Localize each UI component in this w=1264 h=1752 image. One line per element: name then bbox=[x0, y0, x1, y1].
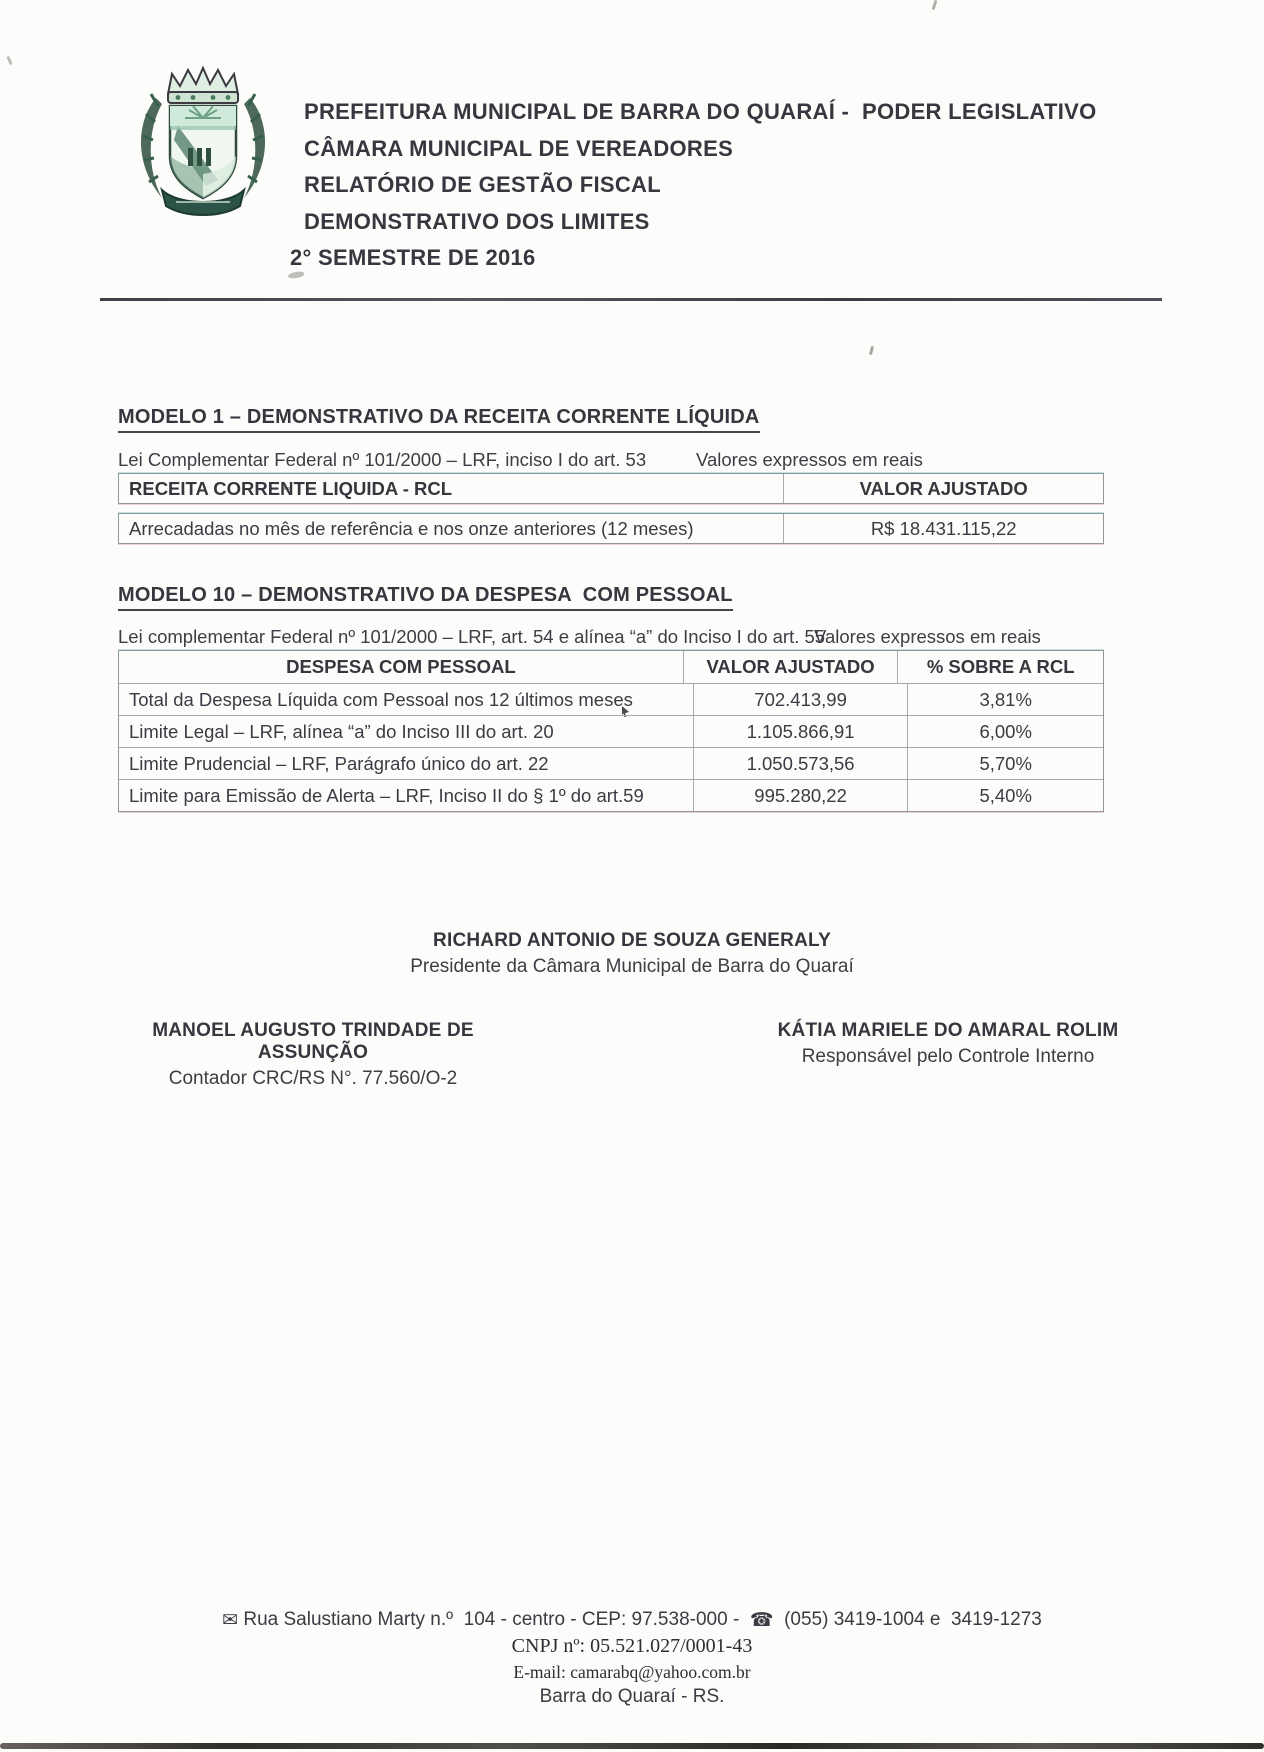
footer-address: Rua Salustiano Marty n.º 104 - centro - CEP: 97.538-000 - bbox=[243, 1609, 745, 1630]
president-name: RICHARD ANTONIO DE SOUZA GENERALY bbox=[433, 930, 831, 951]
municipal-coat-of-arms-logo bbox=[118, 60, 288, 232]
section-modelo-1 bbox=[118, 406, 1104, 544]
scan-edge-artifact bbox=[0, 1743, 1264, 1749]
modelo1-title: MODELO 1 – DEMONSTRATIVO DA RECEITA CORRENTE LÍQUIDA bbox=[118, 406, 760, 433]
rcl-table-header-row bbox=[118, 473, 1104, 504]
accountant-role: Contador CRC/RS N°. 77.560/O-2 bbox=[168, 1068, 458, 1089]
modelo1-caption-row bbox=[118, 449, 1104, 473]
modelo10-values-note: Valores expressos em reais bbox=[814, 626, 1041, 647]
document-footer bbox=[0, 1608, 1264, 1708]
row-value-cell: 702.413,99 bbox=[694, 684, 909, 715]
row-pct-cell: 5,40% bbox=[979, 784, 1032, 806]
table-row bbox=[119, 780, 1103, 811]
controller-name: KÁTIA MARIELE DO AMARAL ROLIM bbox=[777, 1020, 1119, 1041]
row-label-cell: Limite para Emissão de Alerta – LRF, Inciso II do § 1º do art.59 bbox=[119, 780, 694, 811]
modelo1-law-reference: Lei Complementar Federal nº 101/2000 – LRF, inciso I do art. 53 bbox=[118, 449, 647, 470]
row-value-cell: 1.105.866,91 bbox=[694, 716, 909, 747]
pct-rcl-header-cell: % SOBRE A RCL bbox=[926, 656, 1075, 677]
table-row bbox=[119, 748, 1103, 780]
scan-artifact bbox=[869, 346, 874, 355]
accountant-name: MANOEL AUGUSTO TRINDADE DE ASSUNÇÃO bbox=[152, 1020, 474, 1063]
footer-phones: (055) 3419-1004 e 3419-1273 bbox=[778, 1609, 1042, 1630]
modelo1-values-note: Valores expressos em reais bbox=[696, 449, 923, 470]
report-subtitle: DEMONSTRATIVO DOS LIMITES bbox=[304, 208, 650, 234]
valor-ajustado-header-cell: VALOR AJUSTADO bbox=[859, 477, 1028, 499]
crown-shape bbox=[168, 68, 238, 94]
row-pct-cell: 6,00% bbox=[979, 720, 1032, 742]
table-header-row bbox=[119, 651, 1103, 684]
footer-address-line bbox=[0, 1608, 1264, 1631]
document-header bbox=[118, 60, 1097, 277]
row-label-cell: Limite Legal – LRF, alínea “a” do Inciso III do art. 20 bbox=[119, 716, 694, 747]
row-label-cell: Total da Despesa Líquida com Pessoal nos 12 últimos meses bbox=[119, 684, 694, 715]
modelo10-law-reference: Lei complementar Federal nº 101/2000 – LRF, art. 54 e alínea “a” do Inciso I do art. 55 bbox=[118, 626, 826, 647]
footer-city: Barra do Quaraí - RS. bbox=[539, 1686, 725, 1707]
signature-accountant bbox=[113, 1020, 513, 1090]
coat-of-arms-icon bbox=[118, 60, 288, 232]
table-row bbox=[119, 716, 1103, 748]
footer-cnpj: CNPJ nº: 05.521.027/0001-43 bbox=[511, 1635, 753, 1657]
row-pct-cell: 3,81% bbox=[979, 688, 1032, 710]
report-period-text: 2° SEMESTRE DE 2016 bbox=[290, 245, 536, 270]
scan-artifact bbox=[288, 270, 305, 278]
row-value-cell: 1.050.573,56 bbox=[694, 748, 909, 779]
report-period bbox=[290, 240, 1097, 277]
scan-artifact bbox=[932, 0, 938, 10]
section-modelo-10 bbox=[118, 584, 1104, 812]
modelo10-caption-row bbox=[118, 626, 1104, 650]
rcl-row-value: R$ 18.431.115,22 bbox=[870, 517, 1017, 539]
despesa-header-cell: DESPESA COM PESSOAL bbox=[119, 651, 684, 683]
table-row bbox=[119, 684, 1103, 716]
row-label-cell: Limite Prudencial – LRF, Parágrafo único do art. 22 bbox=[119, 748, 694, 779]
scan-artifact bbox=[6, 56, 12, 65]
org-title: PREFEITURA MUNICIPAL DE BARRA DO QUARAÍ - PODER LEGISLATIVO bbox=[304, 99, 1097, 124]
signature-president bbox=[0, 930, 1264, 978]
chamber-title: CÂMARA MUNICIPAL DE VEREADORES bbox=[304, 135, 734, 161]
report-title: RELATÓRIO DE GESTÃO FISCAL bbox=[304, 172, 661, 197]
envelope-icon: ✉ bbox=[222, 1610, 239, 1631]
president-role: Presidente da Câmara Municipal de Barra do Quaraí bbox=[410, 956, 854, 977]
row-pct-cell: 5,70% bbox=[979, 752, 1032, 774]
rcl-row-label: Arrecadadas no mês de referência e nos onze anteriores (12 meses) bbox=[119, 514, 784, 543]
header-title-block bbox=[290, 60, 1097, 277]
phone-icon: ☎ bbox=[749, 1610, 774, 1631]
rcl-table bbox=[118, 473, 1104, 544]
controller-role: Responsável pelo Controle Interno bbox=[801, 1046, 1095, 1067]
valor-ajustado-header-cell: VALOR AJUSTADO bbox=[684, 651, 899, 683]
modelo10-title: MODELO 10 – DEMONSTRATIVO DA DESPESA COM PESSOAL bbox=[118, 584, 733, 611]
table-gap bbox=[118, 504, 1104, 513]
despesa-pessoal-table bbox=[118, 650, 1104, 812]
footer-email: E-mail: camarabq@yahoo.com.br bbox=[513, 1662, 751, 1682]
signature-controller bbox=[748, 1020, 1148, 1068]
rcl-header-cell: RECEITA CORRENTE LIQUIDA - RCL bbox=[119, 474, 784, 503]
row-value-cell: 995.280,22 bbox=[694, 780, 909, 811]
header-divider bbox=[100, 298, 1162, 301]
rcl-table-data-row bbox=[118, 513, 1104, 544]
